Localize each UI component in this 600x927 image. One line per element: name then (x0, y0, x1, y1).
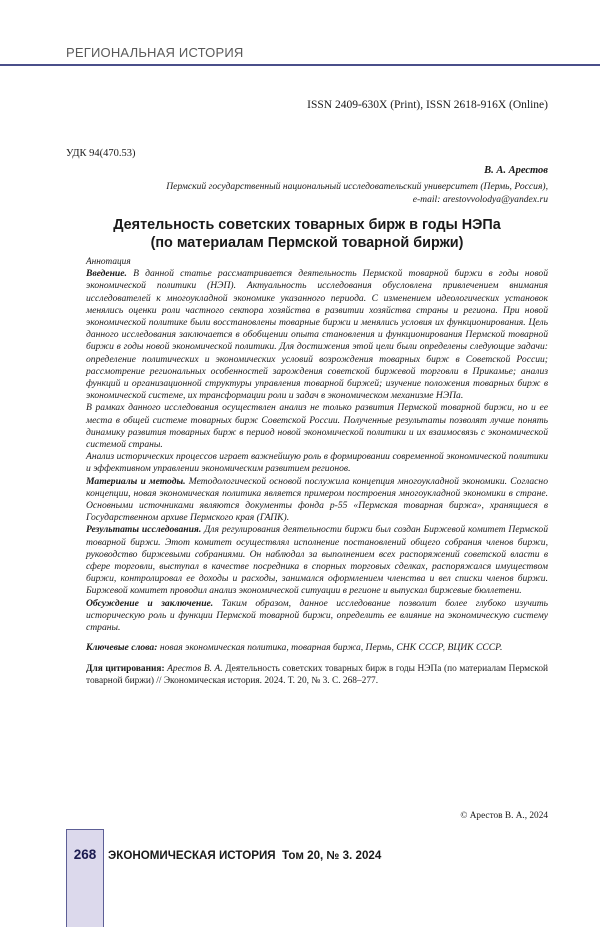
abstract-introduction (86, 268, 548, 402)
keywords-text: новая экономическая политика, товарная биржа, Пермь, СНК СССР, ВЦИК СССР. (159, 642, 503, 654)
author-email: e-mail: arestovvolodya@yandex.ru (412, 194, 548, 205)
abstract (86, 256, 548, 687)
author-name: В. А. Арестов (484, 165, 548, 176)
abstract-paragraph-3: Анализ исторических процессов играет важнейшую роль в формировании современной экономической политики и эффективном управлении экономическим развитием регионов. (86, 451, 548, 475)
author-affiliation (78, 180, 548, 206)
title-line-1: Деятельность советских товарных бирж в годы НЭПа (113, 217, 501, 233)
title-line-2: (по материалам Пермской товарной биржи) (150, 235, 464, 251)
article-title (66, 216, 548, 252)
methods-text: Методологической основой послужила концепция многоукладной экономики. Согласно концепции, новая экономическая политика является примером построения многоукладной экономики в стране. Основными источниками являются документы фонда р-55 «Пермская товарная биржа», хранящиеся в Государственном архиве Пермского края (ГАПК). (86, 475, 548, 524)
affiliation-text: Пермский государственный национальный исследовательский университет (Пермь, Россия), (166, 181, 548, 192)
copyright: © Арестов В. А., 2024 (460, 811, 548, 821)
discussion-text: Таким образом, данное исследование позволит более глубоко изучить историческую роль и функции Пермской товарной биржи, определить ее влияние на экономическую систему страны. (86, 597, 548, 634)
keywords (86, 642, 548, 654)
udk-code: УДК 94(470.53) (66, 148, 136, 159)
results-heading: Результаты исследования. (86, 524, 202, 536)
header-rule (0, 64, 600, 66)
section-label: РЕГИОНАЛЬНАЯ ИСТОРИЯ (66, 45, 244, 60)
abstract-paragraph-2: В рамках данного исследования осуществлен анализ не только развития Пермской товарной биржи, но и ее места в общей системе товарных бирж Советской России. Полученные результаты позволят лучше понять динамику развития товарных бирж в период новой экономической политики и их взаимосвязь с экономической системой страны. (86, 402, 548, 451)
citation (86, 663, 548, 687)
abstract-discussion (86, 598, 548, 635)
page-number: 268 (73, 847, 97, 862)
introduction-text: В данной статье рассматривается деятельность Пермской товарной биржи в годы новой экономической политики (НЭП). Актуальность исследования обусловлена привлечением внимания исследователей к многоукладной экономике указанного периода. С изменением идеологических установок менялись оценки роли частного сектора хозяйства в развитии хозяйства страны и региона. При новой экономической политике были восстановлены товарные биржи и менялись условия их функционирования. Цель данного исследования заключается в обобщении опыта становления и функционирования Пермской товарной биржи в годы новой экономической политики. Для достижения этой цели были определены следующие задачи: определение политических и экономических условий возрождения товарных бирж в Советской России; рассмотрение региональных особенностей зарождения советской биржевой торговли в Прикамье; анализ функций и организационной структуры управления товарной биржей; изучение положения товарных бирж в экономической системе, их трансформации роли и задач в экономическом механизме НЭПа. (86, 268, 548, 402)
abstract-methods (86, 476, 548, 525)
citation-heading: Для цитирования: (86, 663, 165, 674)
results-text: Для регулирования деятельности биржи был создан Биржевой комитет Пермской товарной биржи. Этот комитет осуществлял исполнение постановлений общего собрания членов биржи, руководство биржевыми собраниями. Он наблюдал за выполнением всех распоряжений советской власти в сфере торговли, выступал в качестве посредника в спорных торговых сделках, распоряжался имуществом биржи, контролировал ее доходы и расходы, занимался оформлением членства и вел списки членов биржи. Биржевой комитет проводил анализ экономической ситуации в регионе и выпускал биржевые бюллетени. (86, 524, 549, 597)
keywords-heading: Ключевые слова: (86, 642, 158, 654)
citation-author: Арестов В. А. (167, 663, 223, 674)
journal-info: ЭКОНОМИЧЕСКАЯ ИСТОРИЯ Том 20, № 3. 2024 (108, 849, 382, 862)
introduction-heading: Введение. (86, 268, 127, 280)
issn: ISSN 2409-630X (Print), ISSN 2618-916X (Online) (307, 99, 548, 111)
footer-page-tab (66, 829, 104, 927)
citation-text: Деятельность советских товарных бирж в годы НЭПа (по материалам Пермской товарной биржи) // Экономическая история. 2024. Т. 20, № 3. С. 268–277. (86, 663, 549, 686)
abstract-label: Аннотация (86, 257, 131, 267)
abstract-results (86, 524, 548, 597)
discussion-heading: Обсуждение и заключение. (86, 597, 214, 609)
methods-heading: Материалы и методы. (86, 475, 186, 487)
